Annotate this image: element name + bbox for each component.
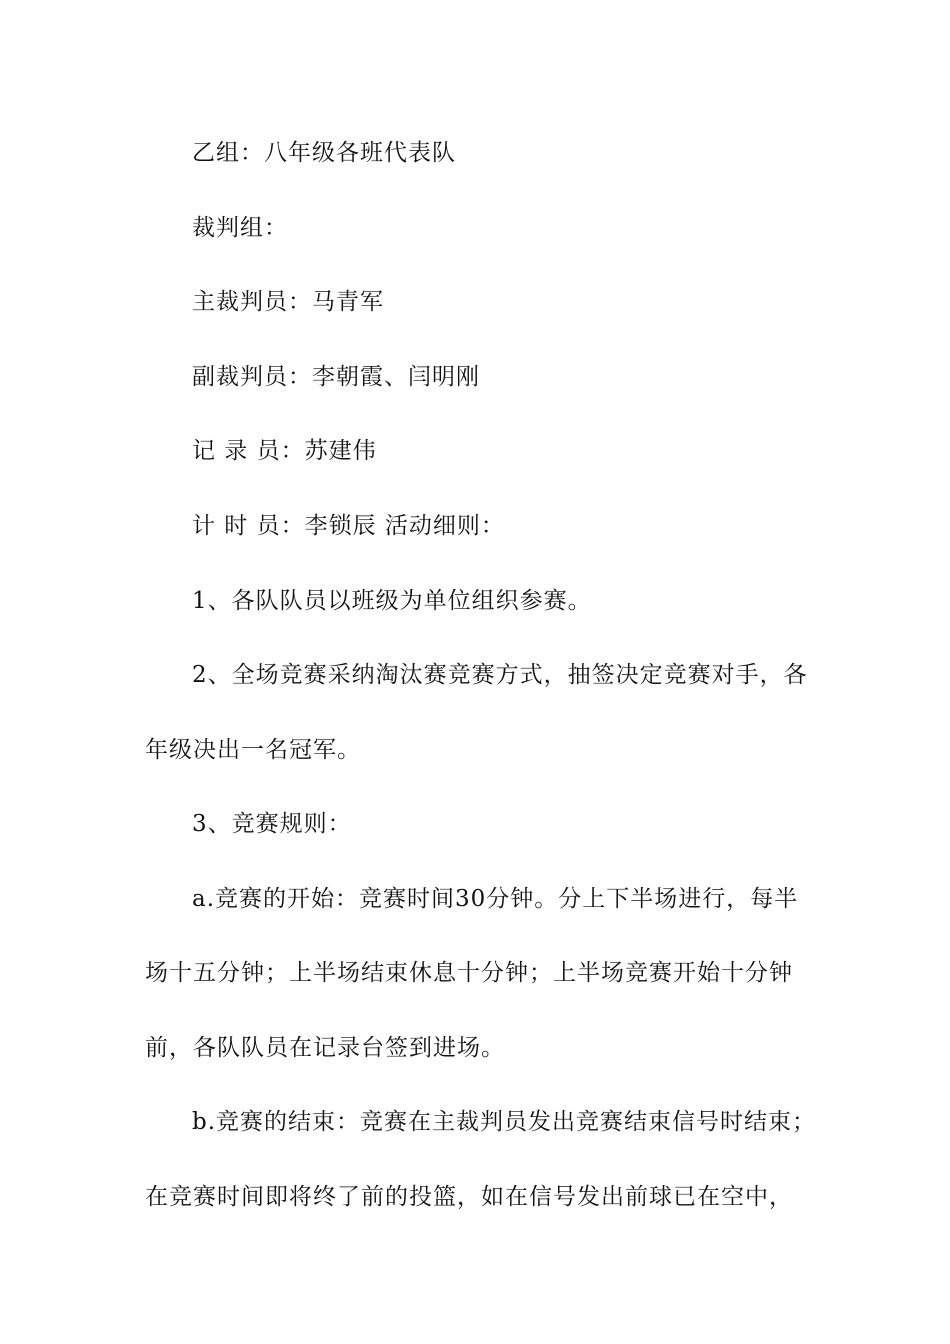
text-line-rule-a: a.竞赛的开始：竞赛时间30分钟。分上下半场进行，每半 [192,886,799,912]
text-line-referee-group: 裁判组： [192,215,288,241]
text-line-recorder: 记 录 员：苏建伟 [192,438,377,464]
text-line-chief-referee: 主裁判员：马青军 [192,289,384,315]
text-line-rule-b-cont: 在竞赛时间即将终了前的投篮，如在信号发出前球已在空中， [145,1184,793,1210]
text-line-rule-3: 3、竞赛规则： [192,811,352,837]
text-line-rule-2: 2、全场竞赛采纳淘汰赛竞赛方式，抽签决定竞赛对手，各 [192,662,808,688]
text-line-assistant-referees: 副裁判员：李朝霞、闫明刚 [192,364,480,390]
text-line-rule-2-cont: 年级决出一名冠军。 [145,737,361,763]
text-line-rule-a-cont-1: 场十五分钟；上半场结束休息十分钟；上半场竞赛开始十分钟 [145,960,793,986]
text-line-rule-a-cont-2: 前，各队队员在记录台签到进场。 [145,1035,505,1061]
text-line-group-b: 乙组：八年级各班代表队 [192,140,456,166]
text-line-timekeeper: 计 时 员：李锁辰 活动细则： [192,513,505,539]
text-line-rule-1: 1、各队队员以班级为单位组织参赛。 [192,588,592,614]
text-line-rule-b: b.竞赛的结束：竞赛在主裁判员发出竞赛结束信号时结束； [192,1109,817,1135]
